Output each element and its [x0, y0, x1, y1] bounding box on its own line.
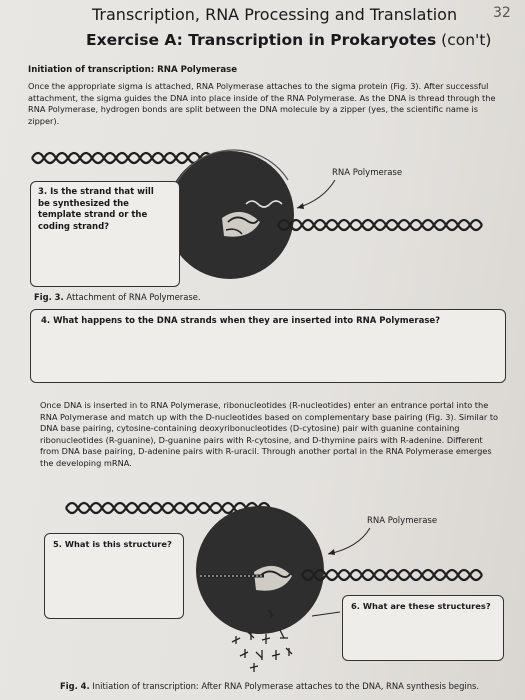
- question-6-text: 6. What are these structures?: [351, 601, 491, 611]
- question-3-answer-box[interactable]: [30, 181, 180, 287]
- question-3-text: 3. Is the strand that will be synthesized the template strand or the coding strand?: [38, 187, 154, 232]
- exercise-title-main: Exercise A: Transcription in Prokaryotes: [86, 31, 437, 49]
- question-5-text: 5. What is this structure?: [53, 539, 172, 549]
- exercise-title-suffix: (con't): [436, 31, 492, 49]
- figure-3-caption-text: Attachment of RNA Polymerase.: [63, 292, 201, 302]
- rna-polymerase-label-fig4: RNA Polymerase: [367, 516, 438, 526]
- figure-4-caption-text: Initiation of transcription: After RNA Polymerase attaches to the DNA, RNA synthesis begins.: [89, 681, 480, 691]
- page-title: Transcription, RNA Processing and Translation: [92, 5, 458, 24]
- question-4-answer-box[interactable]: [30, 309, 506, 383]
- figure-4-caption-label: Fig. 4.: [60, 681, 90, 691]
- paragraph-ribonucleotides: Once DNA is inserted in to RNA Polymerase, ribonucleotides (R-nucleotides) enter an entrance portal into the RNA Polymerase and match up with the D-nucleotides based on complementary base pairing (Fig. 3). Similar to DNA base pairing, cytosine-containing deoxyribonucleotides (D-cytosine) pair with guanine containing ribonucleotides (R-guanine), D-guanine pairs with R-cytosine, and D-thymine pairs with R-adenine. Different from DNA base pairing, D-adenine pairs with R-uracil. Through another portal in the RNA Polymerase emerges the developing mRNA.: [40, 400, 499, 468]
- question-4-text: 4. What happens to the DNA strands when they are inserted into RNA Polymerase?: [41, 316, 441, 326]
- figure-3-caption-label: Fig. 3.: [34, 292, 64, 302]
- figure-3-caption: [34, 292, 201, 302]
- figure-4-caption: [60, 681, 479, 691]
- paragraph-initiation: Once the appropriate sigma is attached, RNA Polymerase attaches to the sigma protein (Fig. 3). After successful attachment, the sigma guides the DNA into place inside of the RNA Polymerase. As the DNA is thread through the RNA Polymerase, hydrogen bonds are split between the DNA molecule by a zipper (yes, the scientific name is zipper).: [28, 81, 496, 126]
- dna-helix-fig4-right: [302, 570, 482, 580]
- dna-helix-fig3-right: [278, 220, 482, 230]
- question-6-answer-box[interactable]: [342, 595, 504, 661]
- question-5-answer-box[interactable]: [44, 533, 184, 619]
- rna-polymerase-label-fig3: RNA Polymerase: [332, 168, 403, 178]
- section-heading: Initiation of transcription: RNA Polymerase: [28, 65, 238, 75]
- page-number: 32: [493, 5, 511, 21]
